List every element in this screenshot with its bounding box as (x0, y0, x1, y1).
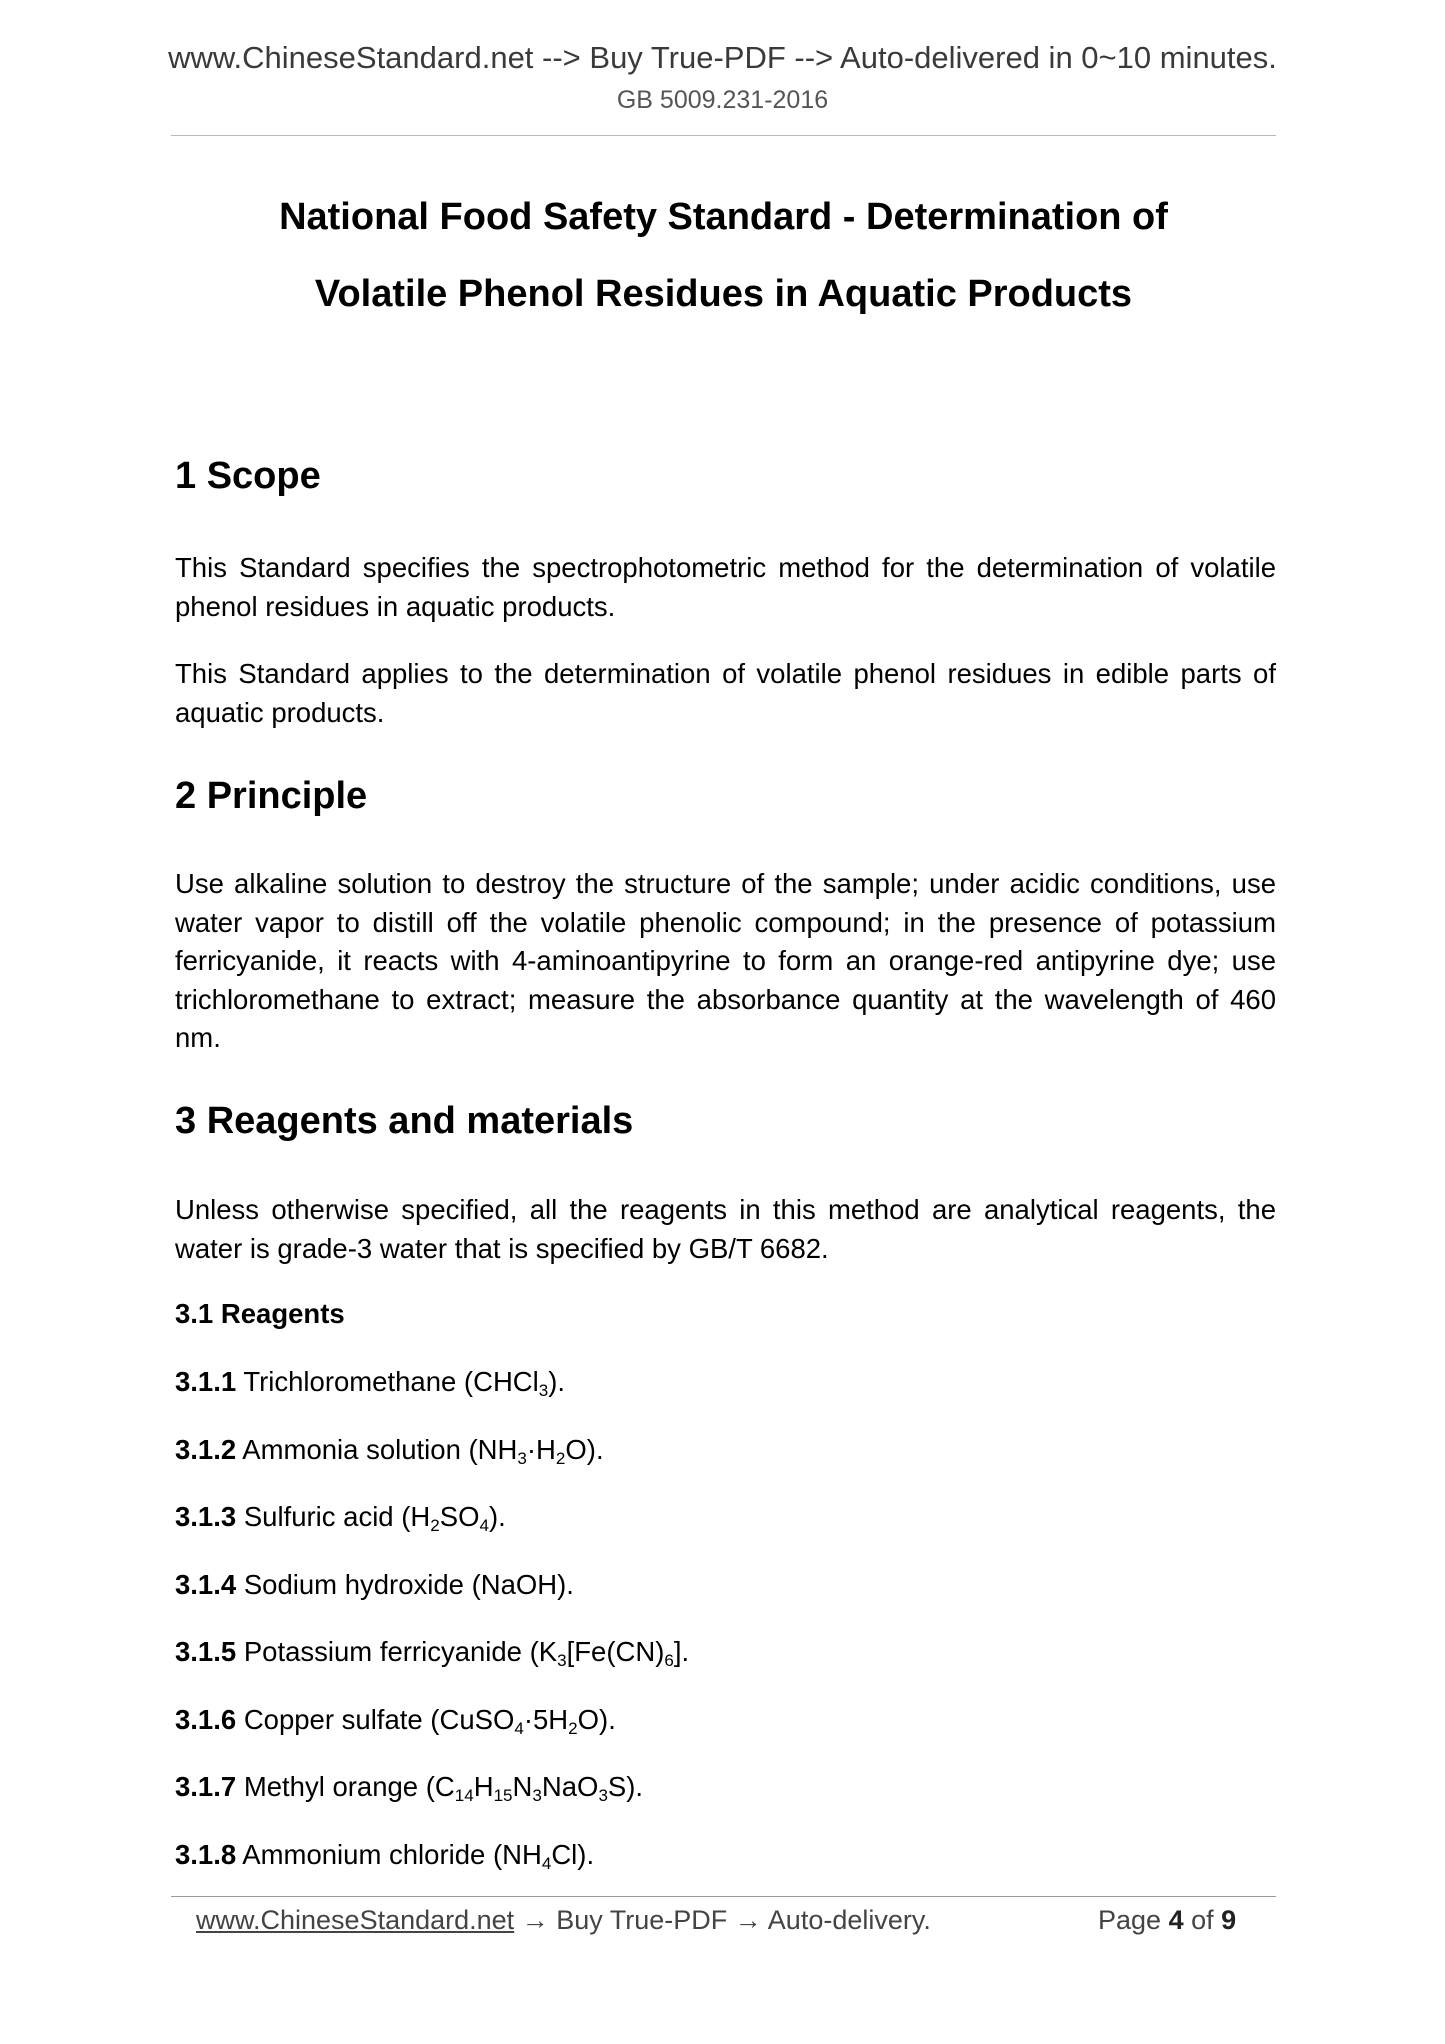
reagents-paragraph: Unless otherwise specified, all the reagents in this method are analytical reagents, the water is grade-3 water that is specified by GB/T 6682. (175, 1194, 1276, 1264)
reagent-item: 3.1.4 Sodium hydroxide (NaOH). (175, 1569, 574, 1600)
section-heading-reagents: 3 Reagents and materials (175, 1100, 634, 1142)
reagent-item: 3.1.6 Copper sulfate $(CuSO_4\cdot 5H_2O)$. (175, 1704, 616, 1739)
reagent-item: 3.1.7 Methyl orange $(C_{14}H_{15}N_3NaO_3S)$. (175, 1771, 644, 1806)
section-heading-principle: 2 Principle (175, 775, 368, 817)
reagent-item: 3.1.5 Potassium ferricyanide ($K_3[Fe(CN)_6]$. (175, 1636, 690, 1671)
page-number: 4 (1168, 1905, 1184, 1935)
standard-code: GB 5009.231-2016 (616, 86, 829, 114)
section-heading-scope: 1 Scope (175, 455, 321, 497)
reagent-item: 3.1.2 Ammonia solution $(NH_3\cdot H_2O)$. (175, 1434, 604, 1469)
scope-paragraph-2: This Standard applies to the determination of volatile phenol residues in edible parts of aquatic products. (175, 658, 1276, 728)
page-indicator: Page 4 of 9 (1098, 1905, 1237, 1935)
footer-divider (171, 1896, 1276, 1897)
principle-paragraph: Use alkaline solution to destroy the structure of the sample; under acidic conditions, use water vapor to distill off the volatile phenolic compound; in the presence of potassium ferricyanide, it reacts with 4-aminoantipyrine to form an orange-red antipyrine dye; use trichloromethane to extract; measure the absorbance quantity at the wavelength of 460 nm. (175, 868, 1276, 1053)
reagent-item: 3.1.8 Ammonium chloride $(NH_4Cl)$. (175, 1839, 595, 1874)
reagent-item: 3.1.1 Trichloromethane (CHCl$_3$). (175, 1366, 566, 1401)
footer-delivery-text: Auto-delivery. (767, 1905, 931, 1935)
page-total: 9 (1221, 1905, 1237, 1935)
header-divider (171, 135, 1276, 136)
scope-paragraph-1: This Standard specifies the spectrophotometric method for the determination of volatile phenol residues in aquatic products. (175, 552, 1276, 622)
reagent-item: 3.1.3 Sulfuric acid $(H_2SO_4)$. (175, 1501, 506, 1536)
arrow-right-icon: → (521, 1905, 549, 1935)
header-banner: www.ChineseStandard.net --> Buy True-PDF --> Auto-delivered in 0~10 minutes. (168, 40, 1277, 75)
title-line-2: Volatile Phenol Residues in Aquatic Products (314, 273, 1133, 315)
arrow-right-icon: → (734, 1905, 762, 1935)
subsection-heading-reagents: 3.1 Reagents (175, 1298, 345, 1329)
title-line-1: National Food Safety Standard - Determination of (279, 196, 1168, 238)
footer-site-link[interactable]: www.ChineseStandard.net (196, 1905, 515, 1935)
footer-links (196, 1905, 931, 1936)
footer-buy-text: Buy True-PDF (556, 1905, 728, 1935)
